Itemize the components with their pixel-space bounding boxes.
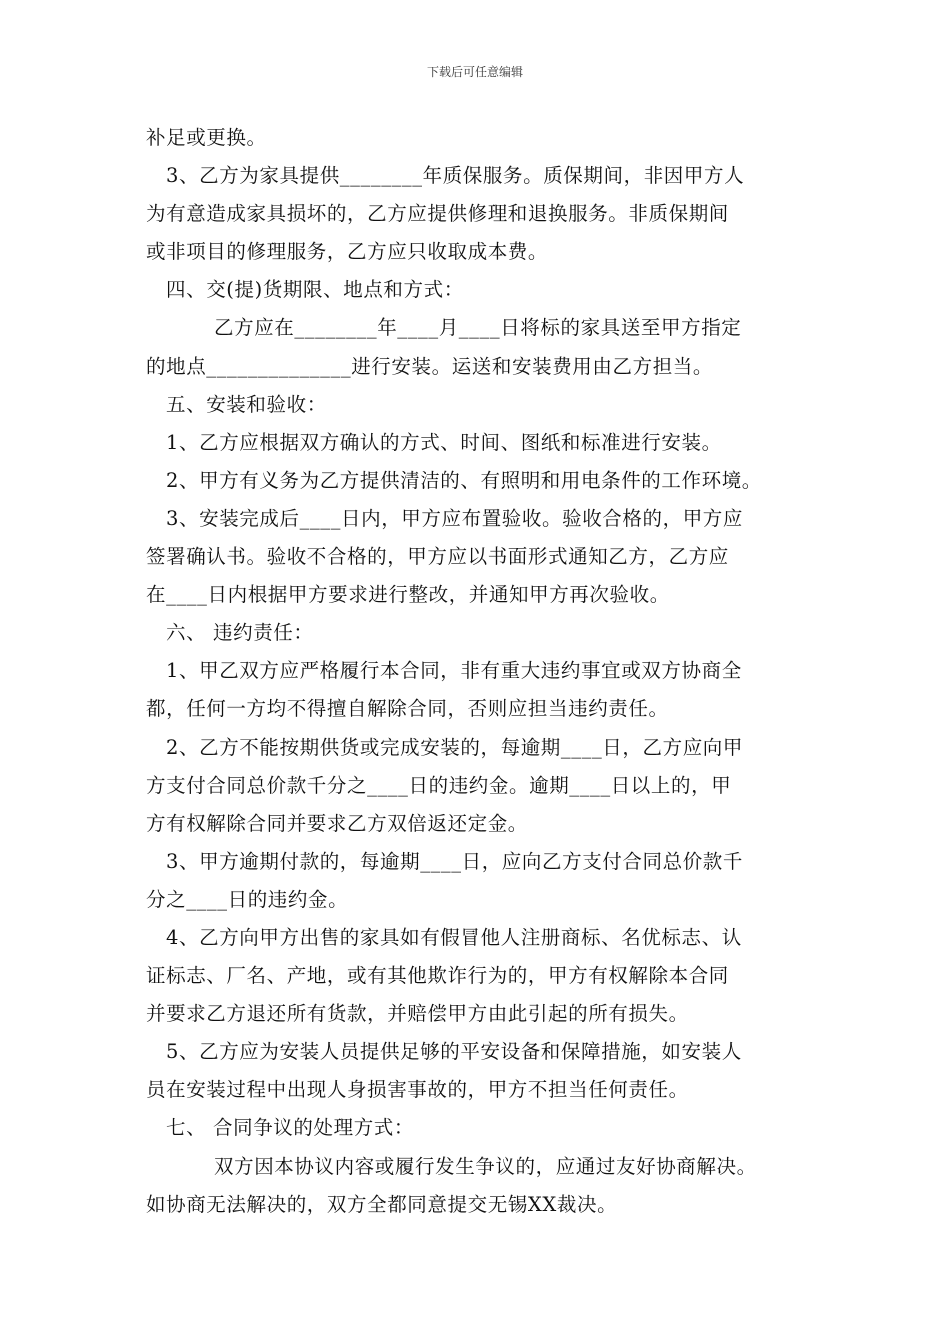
text-line: 签署确认书。验收不合格的，甲方应以书面形式通知乙方，乙方应 [146,545,729,569]
text-line: 1、乙方应根据双方确认的方式、时间、图纸和标准进行安装。 [166,430,722,454]
text-line: 证标志、厂名、产地，或有其他欺诈行为的，甲方有权解除本合同 [146,964,729,988]
text-line: 补足或更换。 [146,126,267,149]
text-line: 3、甲方逾期付款的，每逾期____日，应向乙方支付合同总价款千 [166,849,744,873]
page-header: 下载后可任意编辑 [426,65,523,79]
text-line: 双方因本协议内容或履行发生争议的，应通过友好协商解决。 [214,1154,757,1178]
text-line: 七、 合同争议的处理方式： [166,1116,414,1140]
text-line: 1、甲乙双方应严格履行本合同，非有重大违约事宜或双方协商全 [166,659,742,683]
text-line: 六、 违约责任： [166,621,314,645]
text-line: 3、乙方为家具提供________年质保服务。质保期间，非因甲方人 [166,164,745,188]
text-line: 3、安装完成后____日内，甲方应布置验收。验收合格的，甲方应 [166,506,744,530]
text-line: 乙方应在________年____月____日将标的家具送至甲方指定 [214,316,742,340]
text-line: 五、安装和验收： [166,392,327,416]
text-line: 方有权解除合同并要求乙方双倍返还定金。 [146,811,528,835]
text-line: 2、甲方有义务为乙方提供清洁的、有照明和用电条件的工作环境。 [166,468,762,492]
text-line: 四、交(提)货期限、地点和方式： [166,278,464,302]
text-line: 分之____日的违约金。 [146,887,349,911]
text-line: 如协商无法解决的，双方全都同意提交无锡XX裁决。 [146,1192,618,1216]
text-line: 都，任何一方均不得擅自解除合同，否则应担当违约责任。 [146,697,669,721]
text-line: 在____日内根据甲方要求进行整改，并通知甲方再次验收。 [146,583,670,607]
text-line: 员在安装过程中出现人身损害事故的，甲方不担当任何责任。 [146,1078,689,1102]
text-line: 4、乙方向甲方出售的家具如有假冒他人注册商标、名优标志、认 [166,925,742,949]
contract-body [146,119,814,1224]
text-line: 2、乙方不能按期供货或完成安装的，每逾期____日，乙方应向甲 [166,735,744,759]
text-line: 方支付合同总价款千分之____日的违约金。逾期____日以上的，甲 [146,773,732,797]
text-line: 的地点______________进行安装。运送和安装费用由乙方担当。 [146,354,713,378]
text-line: 为有意造成家具损坏的，乙方应提供修理和退换服务。非质保期间 [146,202,729,226]
text-line: 并要求乙方退还所有货款，并赔偿甲方由此引起的所有损失。 [146,1002,689,1026]
text-line: 或非项目的修理服务，乙方应只收取成本费。 [146,240,549,264]
text-line: 5、乙方应为安装人员提供足够的平安设备和保障措施，如安装人 [166,1040,742,1064]
